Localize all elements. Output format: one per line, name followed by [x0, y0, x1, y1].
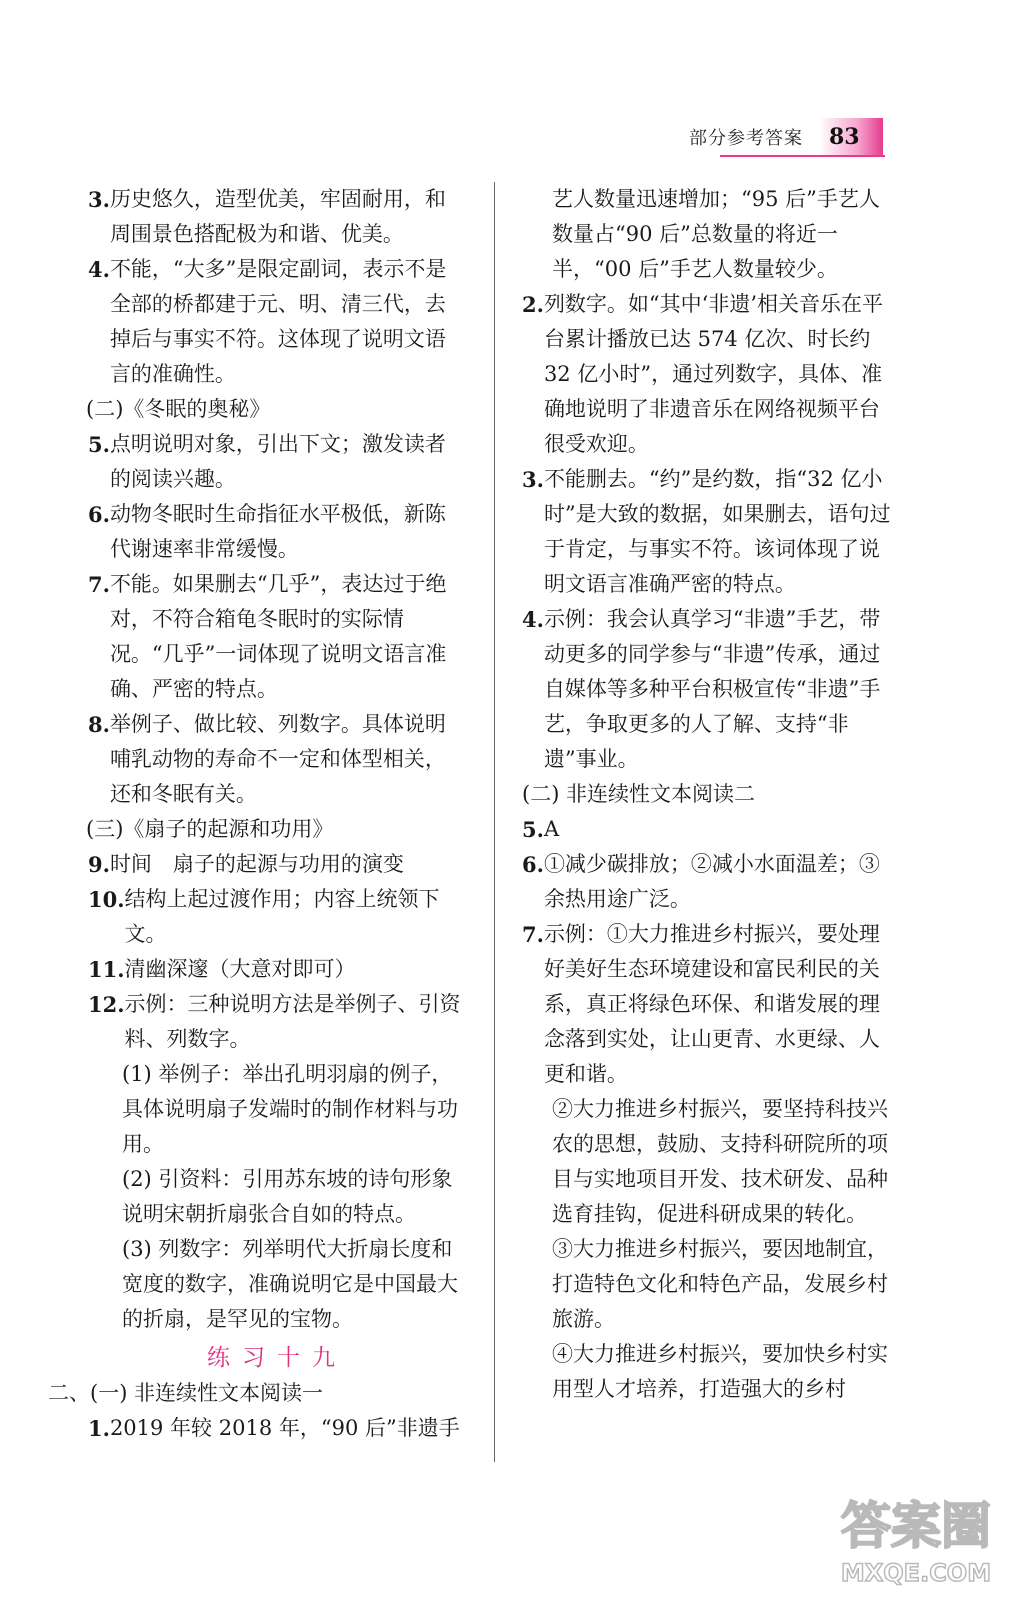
- answer-item: [88, 952, 466, 987]
- item-text: 示例：三种说明方法是举例子、引资料、列数字。: [124, 992, 461, 1051]
- answer-item: [522, 602, 892, 777]
- answer-item: [522, 847, 892, 917]
- item-number: 2.: [522, 292, 544, 317]
- item-number: 5.: [88, 432, 110, 457]
- part-heading: 二、(一) 非连续性文本阅读一: [48, 1381, 324, 1405]
- page-header: [689, 118, 883, 156]
- page-number-tab: [819, 118, 883, 156]
- item-text: 2019 年较 2018 年，“90 后”非遗手: [109, 1416, 460, 1440]
- left-column: [48, 182, 466, 1446]
- item-number: 4.: [88, 257, 110, 282]
- section-heading: (二) 非连续性文本阅读二: [522, 782, 756, 806]
- item-number: 12.: [88, 992, 125, 1017]
- answer-item: [88, 882, 466, 952]
- item-number: 3.: [88, 187, 110, 212]
- page-number: 83: [829, 124, 860, 150]
- item-number: 4.: [522, 607, 544, 632]
- sub-answer: (3) 列数字：列举明代大折扇长度和宽度的数字，准确说明它是中国最大的折扇，是罕见的宝物。: [122, 1237, 458, 1331]
- item-text: 点明说明对象，引出下文；激发读者的阅读兴趣。: [109, 432, 446, 491]
- watermark-logo: [821, 1485, 1011, 1590]
- item-text: ①减少碳排放；②减小水面温差；③余热用途广泛。: [543, 852, 880, 911]
- item-text: 清幽深邃（大意对即可）: [124, 957, 356, 981]
- answer-item: [88, 567, 466, 707]
- item-text: 历史悠久，造型优美，牢固耐用，和周围景色搭配极为和谐、优美。: [109, 187, 446, 246]
- item-number: 8.: [88, 712, 110, 737]
- item-number: 7.: [88, 572, 110, 597]
- sub-answer: ③大力推进乡村振兴，要因地制宜，打造特色文化和特色产品，发展乡村旅游。: [552, 1237, 888, 1331]
- item-text: 举例子、做比较、列数字。具体说明哺乳动物的寿命不一定和体型相关，还和冬眠有关。: [109, 712, 446, 806]
- column-divider: [494, 182, 495, 1462]
- item-text: 不能。如果删去“几乎”，表达过于绝对，不符合箱龟冬眠时的实际情况。“几乎”一词体现了说明文语言准确、严密的特点。: [109, 572, 447, 701]
- watermark-top-text: 答案圈: [841, 1497, 991, 1555]
- answer-item: [88, 987, 466, 1057]
- item-text: 不能删去。“约”是约数，指“32 亿小时”是大致的数据，如果删去，语句过于肯定，与事实不符。该词体现了说明文语言准确严密的特点。: [543, 467, 891, 596]
- exercise-title: 练习十九: [207, 1345, 347, 1371]
- answer-item: [88, 497, 466, 567]
- item-text: 时间 扇子的起源与功用的演变: [109, 852, 404, 876]
- item-text: 动物冬眠时生命指征水平极低，新陈代谢速率非常缓慢。: [109, 502, 446, 561]
- item-number: 3.: [522, 467, 544, 492]
- header-rule: [720, 155, 885, 157]
- item-number: 6.: [88, 502, 110, 527]
- right-column: [522, 182, 892, 1407]
- item-number: 6.: [522, 852, 544, 877]
- header-title: 部分参考答案: [689, 128, 803, 149]
- answer-item: [88, 182, 466, 252]
- item-number: 5.: [522, 817, 544, 842]
- answer-item: [522, 287, 892, 462]
- watermark-url-text: MXQE.COM: [840, 1559, 992, 1587]
- answer-item: [88, 707, 466, 812]
- item-text: 结构上起过渡作用；内容上统领下文。: [124, 887, 440, 946]
- sub-answer: ②大力推进乡村振兴，要坚持科技兴农的思想，鼓励、支持科研院所的项目与实地项目开发、技术研发、品种选育挂钩，促进科研成果的转化。: [552, 1097, 888, 1226]
- item-number: 1.: [88, 1416, 110, 1441]
- answer-item: [88, 847, 466, 882]
- sub-answer: ④大力推进乡村振兴，要加快乡村实用型人才培养，打造强大的乡村: [552, 1342, 888, 1401]
- section-heading: (三)《扇子的起源和功用》: [86, 817, 334, 841]
- item-number: 10.: [88, 887, 125, 912]
- item-text: 不能，“大多”是限定副词，表示不是全部的桥都建于元、明、清三代，去掉后与事实不符。这体现了说明文语言的准确性。: [109, 257, 447, 386]
- sub-answer: (2) 引资料：引用苏东坡的诗句形象说明宋朝折扇张合自如的特点。: [122, 1167, 453, 1226]
- section-heading: (二)《冬眠的奥秘》: [86, 397, 271, 421]
- item-text: 列数字。如“其中‘非遗’相关音乐在平台累计播放已达 574 亿次、时长约 32 亿小时”，通过列数字，具体、准确地说明了非遗音乐在网络视频平台很受欢迎。: [543, 292, 884, 456]
- item-number: 9.: [88, 852, 110, 877]
- answer-item: [522, 812, 892, 847]
- item-number: 11.: [88, 957, 125, 982]
- answer-item: [522, 462, 892, 602]
- answer-item: [88, 1411, 466, 1446]
- item-text: A: [543, 817, 560, 841]
- sub-answer: (1) 举例子：举出孔明羽扇的例子，具体说明扇子发端时的制作材料与功用。: [122, 1062, 458, 1156]
- answer-item: [522, 917, 892, 1092]
- answer-item: [88, 427, 466, 497]
- item-number: 7.: [522, 922, 544, 947]
- item-continuation: 艺人数量迅速增加；“95 后”手艺人数量占“90 后”总数量的将近一半，“00 后”手艺人数量较少。: [552, 187, 880, 281]
- item-text: 示例：①大力推进乡村振兴，要处理好美好生态环境建设和富民利民的关系，真正将绿色环保、和谐发展的理念落到实处，让山更青、水更绿、人更和谐。: [543, 922, 880, 1086]
- answer-item: [88, 252, 466, 392]
- item-text: 示例：我会认真学习“非遗”手艺，带动更多的同学参与“非遗”传承，通过自媒体等多种平台积极宣传“非遗”手艺，争取更多的人了解、支持“非遗”事业。: [543, 607, 881, 771]
